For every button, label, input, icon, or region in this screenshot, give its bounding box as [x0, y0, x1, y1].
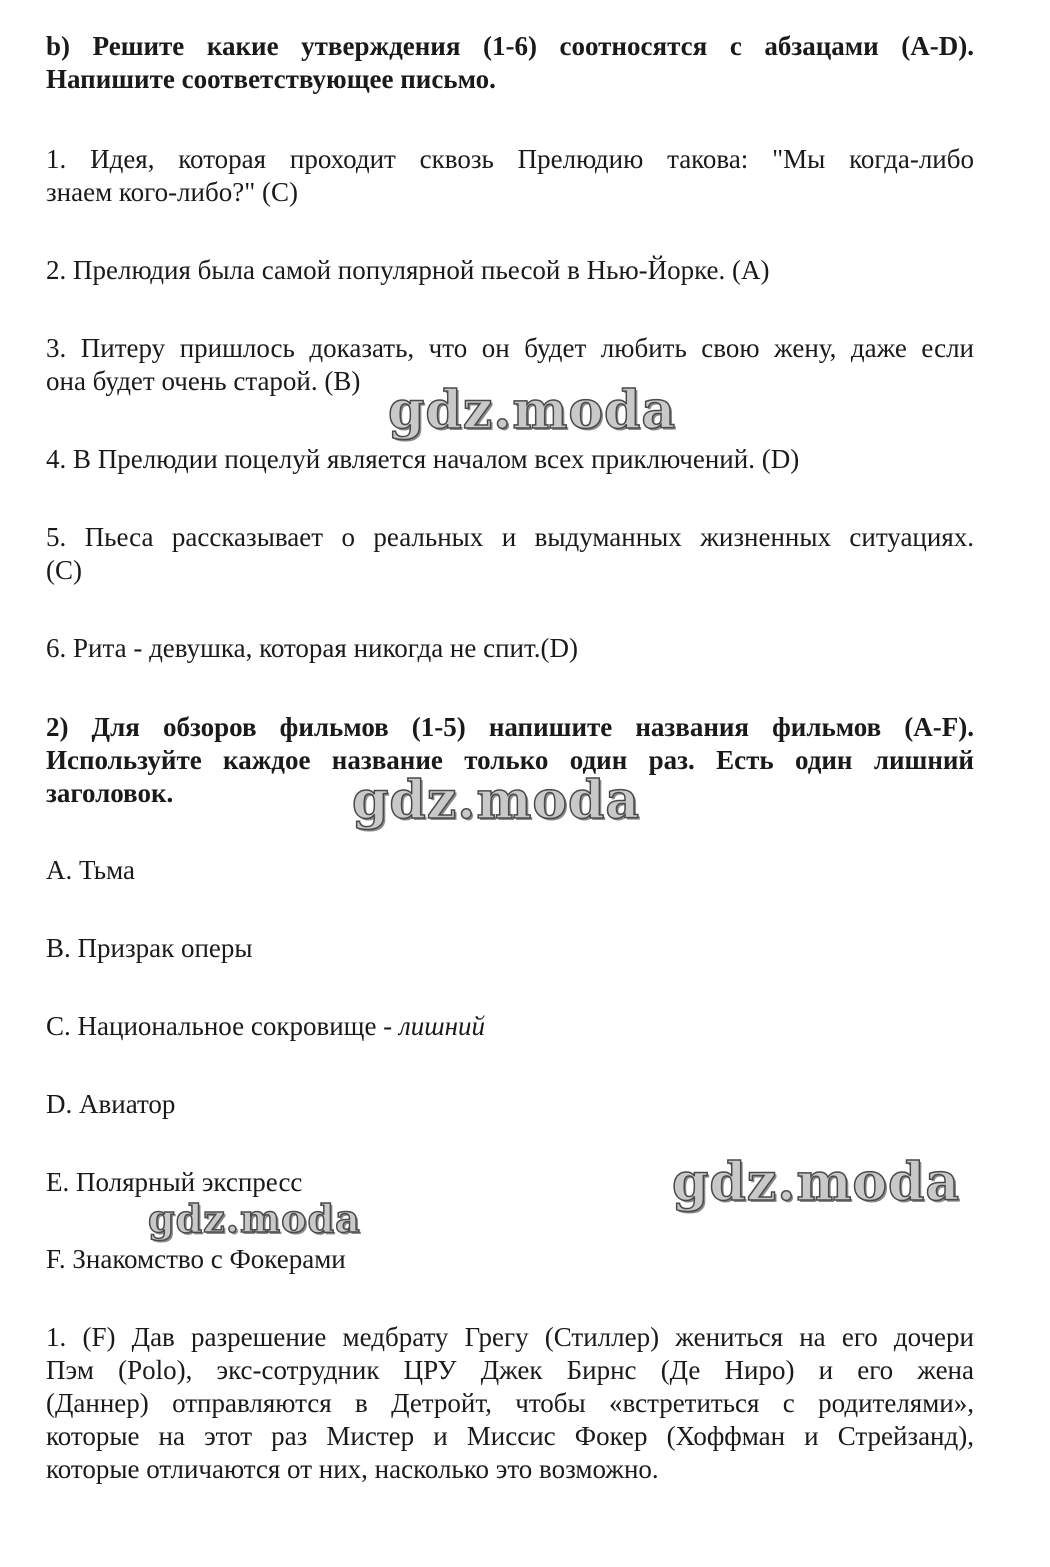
watermark-logo: gdz.moda: [148, 1196, 361, 1241]
title-e: E. Полярный экспресс: [46, 1167, 303, 1197]
title-b: B. Призрак оперы: [46, 933, 253, 963]
task-b-heading-line1: b) Решите какие утверждения (1-6) соотносятся с абзацами (A-D).: [46, 31, 974, 61]
task-2-heading-line2: Используйте каждое название только один раз. Есть один лишний: [46, 745, 974, 775]
watermark-logo: gdz.moda: [672, 1152, 961, 1213]
review-1-line2: Пэм (Polo), экс-сотрудник ЦРУ Джек Бирнс (Де Ниро) и его жена: [46, 1355, 974, 1385]
task-b-item-2: [46, 254, 974, 287]
item-6-line1: 6. Рита - девушка, которая никогда не спит.(D): [46, 633, 578, 663]
item-1-line1: 1. Идея, которая проходит сквозь Прелюдию такова: "Мы когда-либо: [46, 144, 974, 174]
title-c-note: лишний: [398, 1011, 485, 1041]
task-b-item-6: [46, 632, 974, 665]
item-3-line2: она будет очень старой. (B): [46, 366, 361, 396]
item-1-line2: знаем кого-либо?" (C): [46, 177, 298, 207]
task-b-item-4: [46, 443, 974, 476]
title-c-text: C. Национальное сокровище -: [46, 1011, 399, 1041]
task-2-heading-line3: заголовок.: [46, 778, 174, 808]
task-b-item-5: [46, 521, 974, 587]
review-1-line5: которые отличаются от них, насколько это возможно.: [46, 1454, 659, 1484]
task-b-heading-line2: Напишите соответствующее письмо.: [46, 64, 496, 94]
review-1-line4: которые на этот раз Мистер и Миссис Фокер (Хоффман и Стрейзанд),: [46, 1421, 974, 1451]
title-d: D. Авиатор: [46, 1089, 176, 1119]
task-b-item-1: [46, 143, 974, 209]
watermark-logo: gdz.moda: [352, 770, 641, 831]
task-2-heading-line1: 2) Для обзоров фильмов (1-5) напишите названия фильмов (A-F).: [46, 712, 974, 742]
title-f: F. Знакомство с Фокерами: [46, 1244, 346, 1274]
review-1-line1: 1. (F) Дав разрешение медбрату Грегу (Стиллер) жениться на его дочери: [46, 1322, 974, 1352]
item-3-line1: 3. Питеру пришлось доказать, что он будет любить свою жену, даже если: [46, 333, 974, 363]
item-5-line1: 5. Пьеса рассказывает о реальных и выдуманных жизненных ситуациях.: [46, 522, 974, 552]
item-4-line1: 4. В Прелюдии поцелуй является началом всех приключений. (D): [46, 444, 800, 474]
review-1: [46, 1321, 974, 1486]
title-c: [46, 1010, 485, 1043]
task-b-heading: [46, 30, 974, 96]
item-2-line1: 2. Прелюдия была самой популярной пьесой в Нью-Йорке. (A): [46, 255, 770, 285]
item-5-line2: (C): [46, 555, 82, 585]
title-a: A. Тьма: [46, 855, 135, 885]
review-1-line3: (Даннер) отправляются в Детройт, чтобы «встретиться с родителями»,: [46, 1388, 974, 1418]
watermark-logo: gdz.moda: [388, 380, 677, 441]
